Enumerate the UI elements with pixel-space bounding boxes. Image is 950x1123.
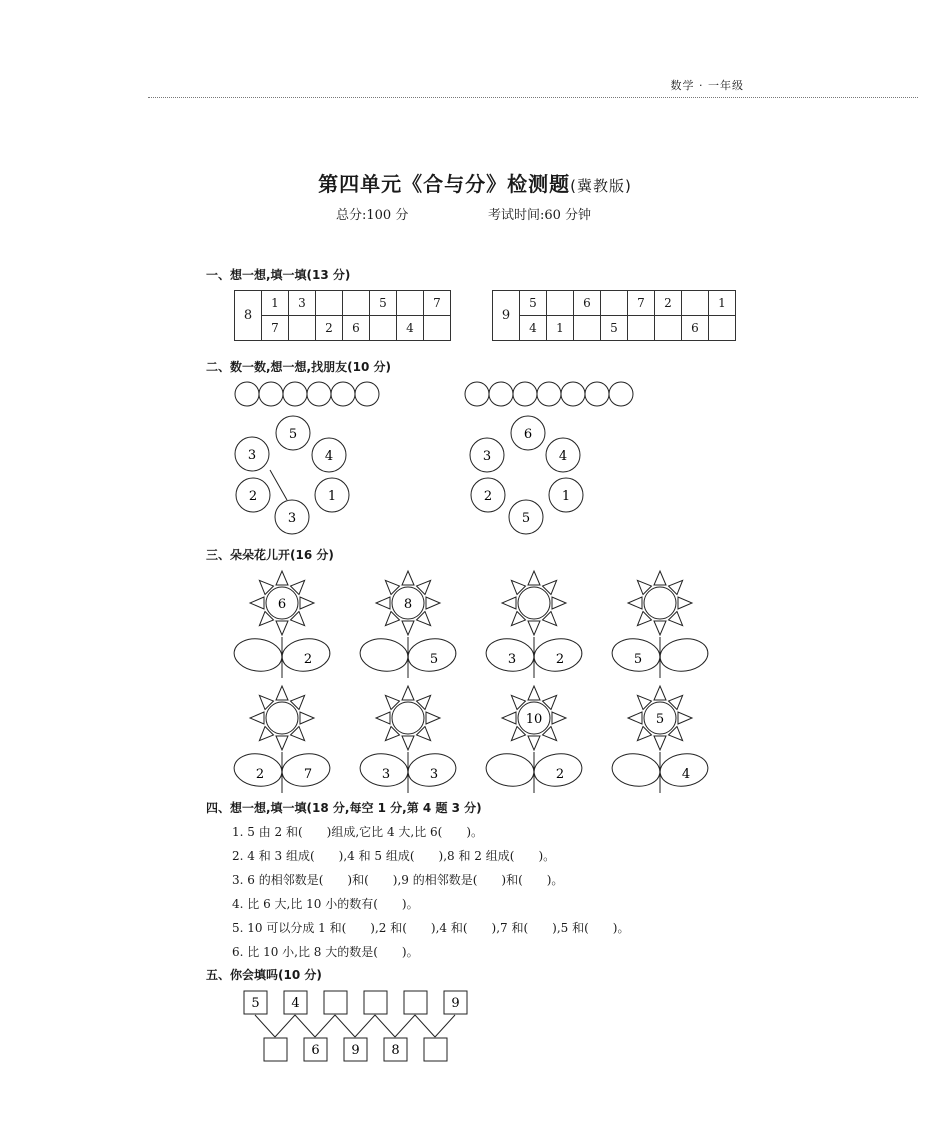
count-circle — [259, 382, 283, 406]
section-5-title: 五、你会填吗(10 分) — [206, 968, 322, 982]
leaf-right-number: 2 — [555, 652, 565, 667]
chain-number: 9 — [451, 996, 460, 1011]
count-circle — [585, 382, 609, 406]
petal — [402, 621, 414, 635]
bubble-number: 4 — [558, 449, 568, 464]
petal — [426, 597, 440, 609]
count-circles-right — [465, 382, 633, 406]
petal — [276, 736, 288, 750]
bubble-number: 3 — [247, 448, 257, 463]
petal — [678, 597, 692, 609]
bubble-number: 4 — [324, 449, 334, 464]
flower-center[interactable] — [392, 702, 424, 734]
table-head: 9 — [493, 291, 520, 341]
section-2-title: 二、数一数,想一想,找朋友(10 分) — [206, 360, 391, 374]
leaf-left-number: 3 — [381, 767, 391, 782]
flower — [232, 571, 332, 678]
cell[interactable]: 1 — [262, 291, 289, 316]
petal — [552, 712, 566, 724]
flower — [358, 571, 458, 678]
chain-box-top[interactable] — [364, 991, 387, 1014]
flower — [610, 571, 710, 678]
petal — [300, 597, 314, 609]
petal — [250, 597, 264, 609]
petal — [654, 621, 666, 635]
petal — [376, 712, 390, 724]
count-circle — [537, 382, 561, 406]
petal — [250, 712, 264, 724]
chain-box-top[interactable] — [324, 991, 347, 1014]
bubble-number: 6 — [523, 427, 533, 442]
petal — [628, 712, 642, 724]
chain-line — [275, 1015, 295, 1037]
bubble-group-left — [235, 416, 349, 534]
chain-line — [315, 1015, 335, 1037]
petal — [628, 597, 642, 609]
petal — [528, 571, 540, 585]
petal — [402, 571, 414, 585]
question-5: 5. 10 可以分成 1 和( ),2 和( ),4 和( ),7 和( ),5 和( )。 — [232, 921, 630, 935]
leaf-left[interactable] — [232, 636, 284, 674]
cell[interactable]: 1 — [709, 291, 736, 316]
chain-number: 9 — [351, 1043, 360, 1058]
petal — [528, 686, 540, 700]
question-2: 2. 4 和 3 组成( ),4 和 5 组成( ),8 和 2 组成( )。 — [232, 849, 556, 863]
section-3-title: 三、朵朵花儿开(16 分) — [206, 548, 334, 562]
flowers — [232, 571, 710, 793]
leaf-left-number: 3 — [507, 652, 517, 667]
chain-line — [355, 1015, 375, 1037]
cell[interactable]: 4 — [520, 316, 547, 341]
chain-line — [335, 1015, 355, 1037]
cell[interactable]: 6 — [574, 291, 601, 316]
leaf-right-number: 2 — [303, 652, 313, 667]
leaf-right-number: 3 — [429, 767, 439, 782]
title-main: 第四单元《合与分》检测题 — [318, 172, 571, 196]
petal — [300, 712, 314, 724]
total-score: 总分:100 分 — [336, 208, 409, 223]
chain-box-bottom[interactable] — [264, 1038, 287, 1061]
flower-center-number: 10 — [525, 712, 543, 727]
leaf-left-number: 5 — [633, 652, 643, 667]
chain-line — [375, 1015, 395, 1037]
flower — [610, 686, 710, 793]
petal — [654, 686, 666, 700]
petal — [654, 571, 666, 585]
petal — [678, 712, 692, 724]
leaf-right-number: 7 — [303, 767, 313, 782]
chain-line — [295, 1015, 315, 1037]
count-circle — [489, 382, 513, 406]
chain-line — [395, 1015, 415, 1037]
chain-line — [435, 1015, 455, 1037]
petal — [528, 736, 540, 750]
petal — [276, 621, 288, 635]
count-circle — [331, 382, 355, 406]
bubble-group-right — [470, 416, 583, 534]
petal — [502, 597, 516, 609]
section-4-title: 四、想一想,填一填(18 分,每空 1 分,第 4 题 3 分) — [206, 801, 482, 815]
petal — [276, 571, 288, 585]
question-6: 6. 比 10 小,比 8 大的数是( )。 — [232, 945, 419, 959]
connect-line — [270, 470, 287, 500]
flower-center[interactable] — [644, 587, 676, 619]
chain-box-top[interactable] — [404, 991, 427, 1014]
cell[interactable]: 7 — [424, 291, 451, 316]
count-circle — [235, 382, 259, 406]
table-head: 8 — [235, 291, 262, 341]
flower-center-number: 5 — [655, 712, 665, 727]
leaf-right[interactable] — [658, 636, 710, 674]
chain-number: 6 — [311, 1043, 320, 1058]
flower-center-number: 6 — [277, 597, 287, 612]
cell[interactable]: 1 — [547, 316, 574, 341]
title-edition: (冀教版) — [570, 177, 632, 195]
bubble-number: 1 — [561, 489, 571, 504]
section-1-title: 一、想一想,填一填(13 分) — [206, 268, 351, 282]
petal — [426, 712, 440, 724]
count-circles-left — [235, 382, 379, 406]
petal — [552, 597, 566, 609]
petal — [654, 736, 666, 750]
bubble-number: 5 — [288, 427, 298, 442]
count-circle — [513, 382, 537, 406]
leaf-right-number: 4 — [681, 767, 691, 782]
chain-line — [255, 1015, 275, 1037]
bubble-number: 1 — [327, 489, 337, 504]
flower-center-number: 8 — [403, 597, 413, 612]
chain-number: 8 — [391, 1043, 400, 1058]
petal — [528, 621, 540, 635]
cell[interactable]: 2 — [655, 291, 682, 316]
petal — [376, 597, 390, 609]
chain-line — [415, 1015, 435, 1037]
question-1: 1. 5 由 2 和( )组成,它比 4 大,比 6( )。 — [232, 825, 484, 839]
cell[interactable]: 7 — [628, 291, 655, 316]
cell[interactable]: 6 — [682, 316, 709, 341]
leaf-right-number: 5 — [429, 652, 439, 667]
count-circle — [283, 382, 307, 406]
flower — [232, 686, 332, 793]
petal — [402, 686, 414, 700]
flower — [358, 686, 458, 793]
cell[interactable]: 5 — [370, 291, 397, 316]
flower-center[interactable] — [518, 587, 550, 619]
cell[interactable]: 5 — [520, 291, 547, 316]
petal — [402, 736, 414, 750]
leaf-left[interactable] — [358, 636, 410, 674]
chain-box-bottom[interactable] — [424, 1038, 447, 1061]
leaf-right-number: 2 — [555, 767, 565, 782]
cell[interactable]: 4 — [397, 316, 424, 341]
header-subject: 数学 · 一年级 — [670, 79, 744, 92]
cell[interactable]: 5 — [601, 316, 628, 341]
bubble-number: 2 — [483, 489, 493, 504]
chain-number: 5 — [251, 996, 260, 1011]
flower — [484, 571, 584, 678]
count-circle — [609, 382, 633, 406]
question-4: 4. 比 6 大,比 10 小的数有( )。 — [232, 897, 419, 911]
count-circle — [355, 382, 379, 406]
chain-number: 4 — [291, 996, 300, 1011]
bubble-number: 2 — [248, 489, 258, 504]
leaf-left-number: 2 — [255, 767, 265, 782]
count-circle — [561, 382, 585, 406]
bubble-number: 5 — [521, 511, 531, 526]
cell[interactable]: 7 — [262, 316, 289, 341]
flower-center[interactable] — [266, 702, 298, 734]
count-circle — [465, 382, 489, 406]
cell[interactable]: 2 — [316, 316, 343, 341]
cell[interactable]: 3 — [289, 291, 316, 316]
leaf-left[interactable] — [610, 751, 662, 789]
petal — [276, 686, 288, 700]
cell[interactable]: 6 — [343, 316, 370, 341]
flower — [484, 686, 584, 793]
count-circle — [307, 382, 331, 406]
bubble-number: 3 — [482, 449, 492, 464]
bubble-number: 3 — [287, 511, 297, 526]
number-chain — [244, 991, 467, 1061]
exam-time: 考试时间:60 分钟 — [488, 208, 592, 223]
question-3: 3. 6 的相邻数是( )和( ),9 的相邻数是( )和( )。 — [232, 873, 564, 887]
petal — [502, 712, 516, 724]
leaf-left[interactable] — [484, 751, 536, 789]
